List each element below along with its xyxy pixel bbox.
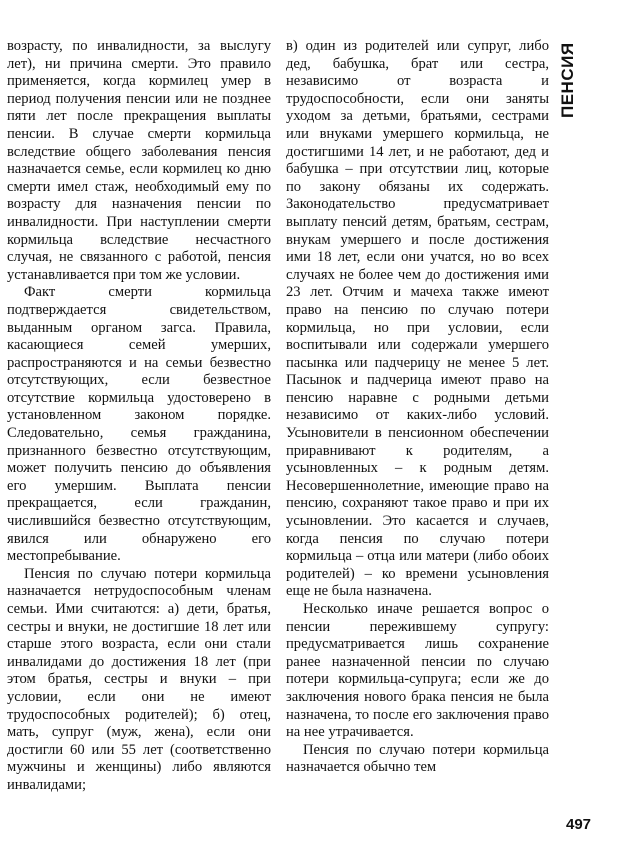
paragraph: Пенсия по случаю потери кормильца назначается нетрудоспособным членам семьи. Ими считаются: а) дети, братья, сестры и внуки, не достигшие 18 лет или старше этого возраста, если они стали инвалидами до достижения 18 лет (при этом братья, сестры и внуки – при условии, если они не имеют трудоспособных родителей); б) отец, мать, супруг (муж, жена), если они достигли 60 или 55 лет (соответственно мужчины и женщины) либо являются инвалидами; (7, 565, 271, 793)
section-label: ПЕНСИЯ (558, 42, 577, 118)
paragraph: возрасту, по инвалидности, за выслугу лет), ни причина смерти. Это правило применяется, когда кормилец умер в период получения пенсии или не позднее пяти лет после прекращения выплаты пенсии. В случае смерти кормильца вследствие общего заболевания пенсия назначается семье, если кормилец ко дню смерти имел стаж, необходимый ему по возрасту для назначения пенсии по инвалидности. При наступлении смерти кормильца вследствие несчастного случая, не связанного с работой, пенсия устанавливается при том же условии. (7, 38, 271, 283)
text-column-right (286, 38, 549, 777)
paragraph: Пенсия по случаю потери кормильца назначается обычно тем (286, 741, 549, 776)
paragraph: в) один из родителей или супруг, либо дед, бабушка, брат или сестра, независимо от возраста и трудоспособности, если они заняты уходом за детьми, братьями, сестрами или внуками умершего кормильца, не достигшими 14 лет, и не работают, дед и бабушка – при отсутствии лиц, которые по закону обязаны их содержать. Законодательство предусматривает выплату пенсий детям, братьям, сестрам, внукам умершего и после достижения ими 18 лет, если они учатся, но во всех случаях не более чем до достижения ими 23 лет. Отчим и мачеха также имеют право на пенсию по случаю потери кормильца, но при условии, если воспитывали или содержали умершего пасынка или падчерицу не менее 5 лет. Пасынок и падчерица имеют право на пенсию наравне с родными детьми независимо от каких-либо условий. Усыновители в пенсионном обеспечении приравнивают к родителям, а усыновленных – к родным детям. Несовершеннолетние, имеющие право на пенсию, сохраняют такое право и при их усыновлении. Это касается и случаев, когда пенсия по случаю потери кормильца – отца или матери (либо обоих родителей) – ко времени усыновления еще не была назначена. (286, 38, 549, 600)
paragraph: Несколько иначе решается вопрос о пенсии пережившему супругу: предусматривается лишь сохранение ранее назначенной пенсии по случаю потери кормильца-супруга; если же до заключения нового брака пенсия не была назначена, то после его заключения право на нее утрачивается. (286, 601, 549, 741)
paragraph: Факт смерти кормильца подтверждается свидетельством, выданным органом загса. Правила, касающиеся семей умерших, распространяются и на семьи безвестно отсутствующих, если безвестное отсутствие кормильца удостоверено в установленном законом порядке. Следовательно, семья гражданина, признанного безвестно отсутствующим, может получить пенсию до объявления его умершим. Выплата пенсии прекращается, если гражданин, числившийся безвестно отсутствующим, явился или обнаружено его местопребывание. (7, 284, 271, 565)
text-column-left (7, 38, 271, 795)
page-number: 497 (566, 816, 592, 833)
